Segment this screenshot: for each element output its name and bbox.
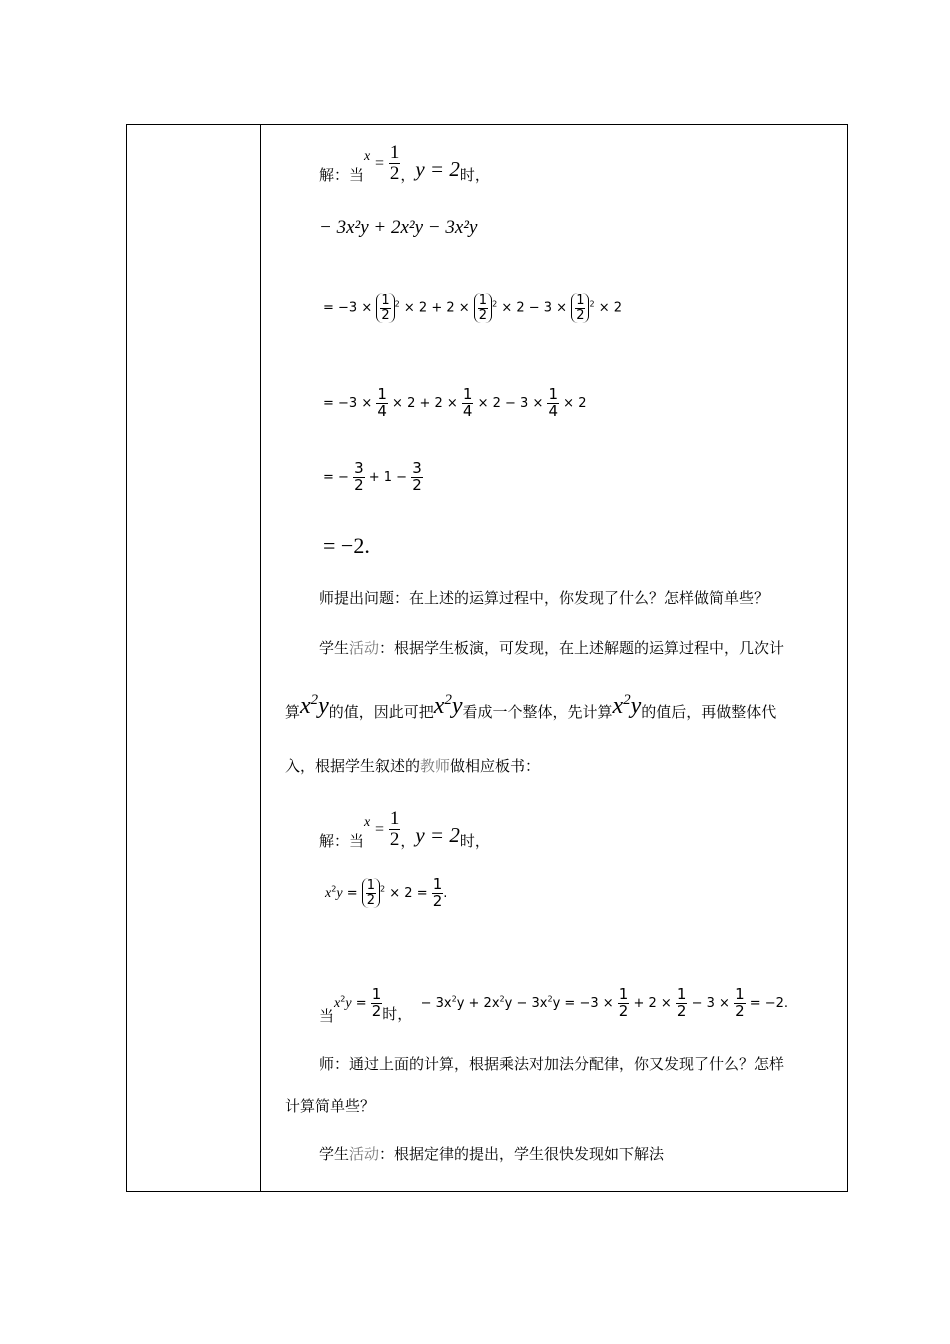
block2-line-2: 当$x^2y$ = $\frac{1}{2}$ 时， − $3x^2y + 2x^2y - 3x^2y = -3$ × $\frac{1}{2}$ + 2 × $\frac{1}{2}$ − 3 × $\frac{1}{2}$ = −2. <box>319 985 789 1025</box>
half-fraction: $\frac{1}{2}$ <box>389 142 400 184</box>
result: = −2. <box>323 533 370 558</box>
expression: − 3x²y + 2x²y − 3x²y <box>319 217 478 238</box>
calc-line-4: = − $\frac{3}{2}$ + 1 − $\frac{3}{2}$ <box>323 459 422 494</box>
solution-intro-2: 解：当x = $\frac{1}{2}$ ，y = 2时， <box>319 808 490 850</box>
paragraph-teacher-2-line-2: 计算简单些？ <box>285 1097 376 1115</box>
intro-text: 解：当 <box>319 165 365 184</box>
paragraph-student-line-1: 学生活动：根据学生板演，可发现，在上述解题的运算过程中，几次计 <box>319 639 785 657</box>
paragraph-student-2: 学生活动：根据定律的提出，学生很快发现如下解法 <box>319 1145 665 1163</box>
paragraph-student-line-3: 入，根据学生叙述的教师做相应板书： <box>285 757 541 775</box>
block2-line-1: $x^2y$ = $\frac{1}{2}$ $^2$ × 2 = $\frac{1}{2}$ . <box>325 875 448 910</box>
lesson-table <box>126 124 848 1192</box>
comma: ， <box>400 165 416 184</box>
paragraph-teacher-question <box>319 591 769 606</box>
calc-line-5 <box>323 533 370 559</box>
y-eq: y = 2 <box>415 156 460 181</box>
content-cell <box>261 125 847 1191</box>
paragraph-student-line-2: 算$x^2y$的值，因此可把$x^2y$看成一个整体，先计算$x^2y$的值后，再做整体代 <box>285 692 777 721</box>
calc-line-2: = −3 × $\frac{1}{2}$ $^2$ × 2 + 2 × $\frac{1}{2}$ $^2$ × 2 − 3 × $\frac{1}{2}$ $^2$ × 2 <box>323 293 623 323</box>
eq-sign: = <box>375 154 385 172</box>
x-var: x <box>364 148 371 164</box>
time-suffix: 时， <box>459 165 490 184</box>
paragraph-teacher-2-line-1: 师：通过上面的计算，根据乘法对加法分配律，你又发现了什么？怎样 <box>319 1055 785 1073</box>
teacher-question: 师提出问题：在上述的运算过程中，你发现了什么？怎样做简单些？ <box>319 589 770 607</box>
solution-intro-1 <box>319 143 490 184</box>
calc-line-3: = −3 × $\frac{1}{4}$ × 2 + 2 × $\frac{1}{4}$ × 2 − 3 × $\frac{1}{4}$ × 2 <box>323 385 587 420</box>
expression-line <box>319 217 477 239</box>
